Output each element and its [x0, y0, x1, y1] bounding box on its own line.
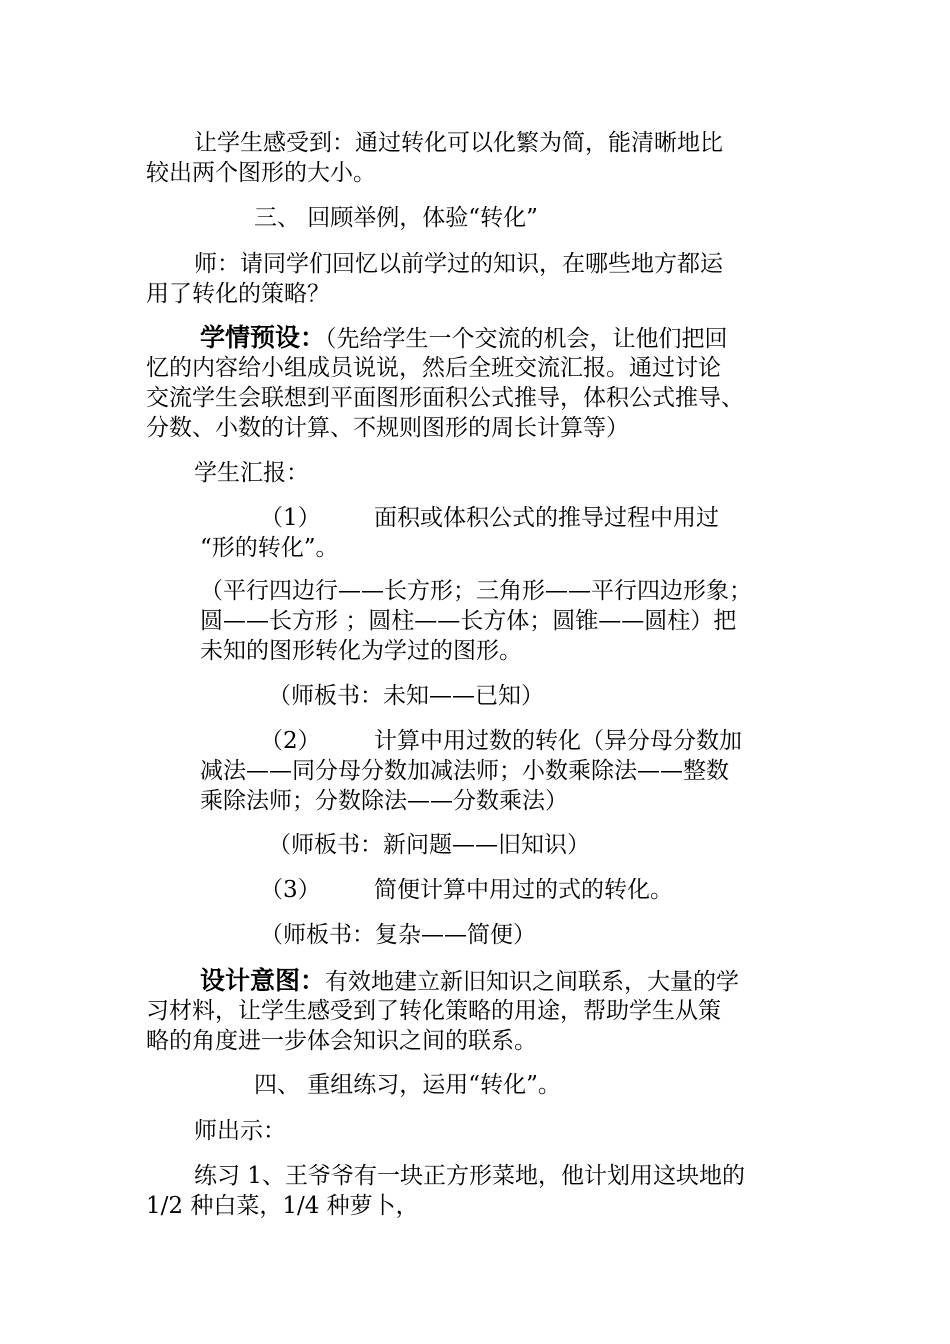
text-line: 1/2 种白菜，1/4 种萝卜，	[146, 1193, 419, 1219]
text-line	[146, 323, 744, 353]
item-text: 计算中用过数的转化（异分母分数加	[374, 728, 742, 754]
paragraph-exercise-1	[146, 1161, 745, 1221]
list-item-3	[260, 875, 673, 905]
board-note-2: （师板书：新问题——旧知识）	[268, 832, 590, 858]
text-line: 交流学生会联想到平面图形面积公式推导，体积公式推导、	[146, 385, 744, 411]
text-line: 圆——长方形 ；圆柱——长方体；圆锥——圆柱）把	[200, 608, 737, 634]
section-heading-4: 四、 重组练习，运用“转化”。	[254, 1072, 561, 1098]
text-line: 师：请同学们回忆以前学过的知识，在哪些地方都运	[194, 251, 723, 277]
item-text: 简便计算中用过的式的转化。	[374, 877, 673, 903]
design-intent-text: 有效地建立新旧知识之间联系，大量的学	[325, 969, 740, 995]
text-line: 分数、小数的计算、不规则图形的周长计算等）	[146, 415, 629, 441]
list-item-1	[200, 503, 719, 563]
text-line	[146, 966, 739, 996]
text-line	[200, 726, 742, 756]
paragraph-teacher-question	[146, 249, 723, 309]
design-intent-label: 设计意图：	[200, 966, 326, 995]
item-number: （1）	[260, 505, 321, 531]
paragraph-shape-examples	[200, 576, 752, 666]
text-line: “形的转化”。	[200, 535, 339, 561]
paragraph-student-report: 学生汇报：	[194, 460, 309, 486]
text-line: 略的角度进一步体会知识之间的联系。	[146, 1028, 537, 1054]
text-line: （平行四边行——长方形；三角形——平行四边形象；	[200, 578, 752, 604]
paragraph-design-intent	[146, 966, 739, 1056]
text-line: 用了转化的策略？	[146, 281, 330, 307]
board-note-3: （师板书：复杂——简便）	[260, 922, 536, 948]
text-line: 练习 1、王爷爷有一块正方形菜地，他计划用这块地的	[194, 1163, 745, 1189]
paragraph-conclusion	[146, 128, 723, 188]
text-line: 减法——同分母分数加减法师；小数乘除法——整数	[200, 758, 729, 784]
board-note-1: （师板书：未知——已知）	[268, 683, 544, 709]
list-item-2	[200, 726, 742, 816]
section-heading-3: 三、 回顾举例，体验“转化”	[254, 205, 538, 231]
text-line: 习材料，让学生感受到了转化策略的用途，帮助学生从策	[146, 998, 721, 1024]
item-number: （3）	[260, 877, 321, 903]
paragraph-student-preset	[146, 323, 744, 443]
preset-text: （先给学生一个交流的机会，让他们把回	[325, 326, 728, 352]
text-line: 未知的图形转化为学过的图形。	[200, 638, 522, 664]
item-number: （2）	[260, 728, 321, 754]
text-line: 忆的内容给小组成员说说，然后全班交流汇报。通过讨论	[146, 355, 721, 381]
text-line: 乘除法师；分数除法——分数乘法）	[200, 788, 568, 814]
text-line	[200, 503, 719, 533]
text-line: 让学生感受到：通过转化可以化繁为简，能清晰地比	[194, 130, 723, 156]
paragraph-teacher-shows: 师出示：	[194, 1118, 286, 1144]
preset-label: 学情预设：	[200, 323, 326, 352]
text-line	[260, 875, 673, 905]
text-line: 较出两个图形的大小。	[146, 160, 376, 186]
item-text: 面积或体积公式的推导过程中用过	[374, 505, 719, 531]
